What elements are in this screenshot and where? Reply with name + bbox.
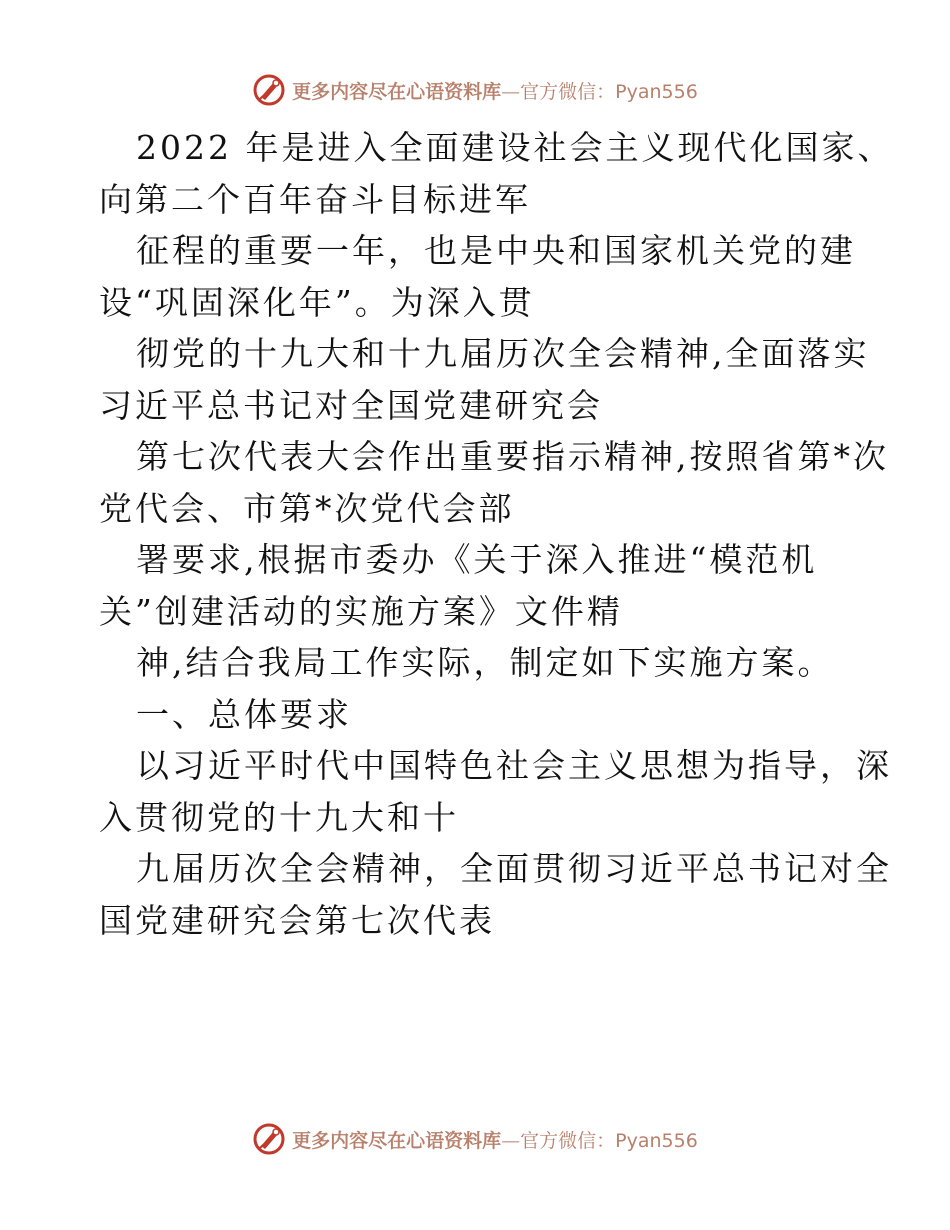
text-line: 以习近平时代中国特色社会主义思想为指导，深 bbox=[136, 746, 892, 785]
footer-banner bbox=[0, 1117, 950, 1161]
document-body bbox=[0, 122, 950, 946]
text-line: 第七次代表大会作出重要指示精神,按照省第*次 bbox=[136, 437, 889, 476]
header-banner bbox=[0, 68, 950, 112]
text-line: 习近平总书记对全国党建研究会 bbox=[99, 385, 603, 425]
brand-logo-icon bbox=[252, 1122, 286, 1156]
text-line: 向第二个百年奋斗目标进军 bbox=[99, 179, 531, 219]
header-banner-text bbox=[292, 77, 698, 104]
text-line: 2022 年是进入全面建设社会主义现代化国家、 bbox=[136, 128, 894, 167]
header-banner-dash: — bbox=[501, 80, 521, 103]
section-heading: 一、总体要求 bbox=[136, 694, 352, 734]
text-line: 入贯彻党的十九大和十 bbox=[99, 797, 459, 837]
footer-banner-contact: 官方微信：Pyan556 bbox=[520, 1129, 698, 1152]
text-line: 国党建研究会第七次代表 bbox=[99, 900, 495, 940]
text-line: 关”创建活动的实施方案》文件精 bbox=[99, 591, 623, 631]
text-line: 设“巩固深化年”。为深入贯 bbox=[99, 282, 535, 322]
brand-logo-icon bbox=[252, 73, 286, 107]
footer-banner-dash: — bbox=[501, 1129, 521, 1152]
footer-banner-title: 更多内容尽在心语资料库 bbox=[292, 1129, 502, 1152]
text-line: 彻党的十九大和十九届历次全会精神,全面落实 bbox=[136, 334, 870, 373]
text-line: 署要求,根据市委办《关于深入推进“模范机 bbox=[136, 540, 818, 579]
text-line: 九届历次全会精神，全面贯彻习近平总书记对全 bbox=[136, 849, 892, 888]
footer-banner-text bbox=[292, 1126, 698, 1153]
text-line: 神,结合我局工作实际，制定如下实施方案。 bbox=[136, 643, 834, 682]
header-banner-contact: 官方微信：Pyan556 bbox=[520, 80, 698, 103]
text-line: 征程的重要一年，也是中央和国家机关党的建 bbox=[136, 231, 856, 270]
header-banner-title: 更多内容尽在心语资料库 bbox=[292, 80, 502, 103]
text-line: 党代会、市第*次党代会部 bbox=[99, 488, 515, 528]
